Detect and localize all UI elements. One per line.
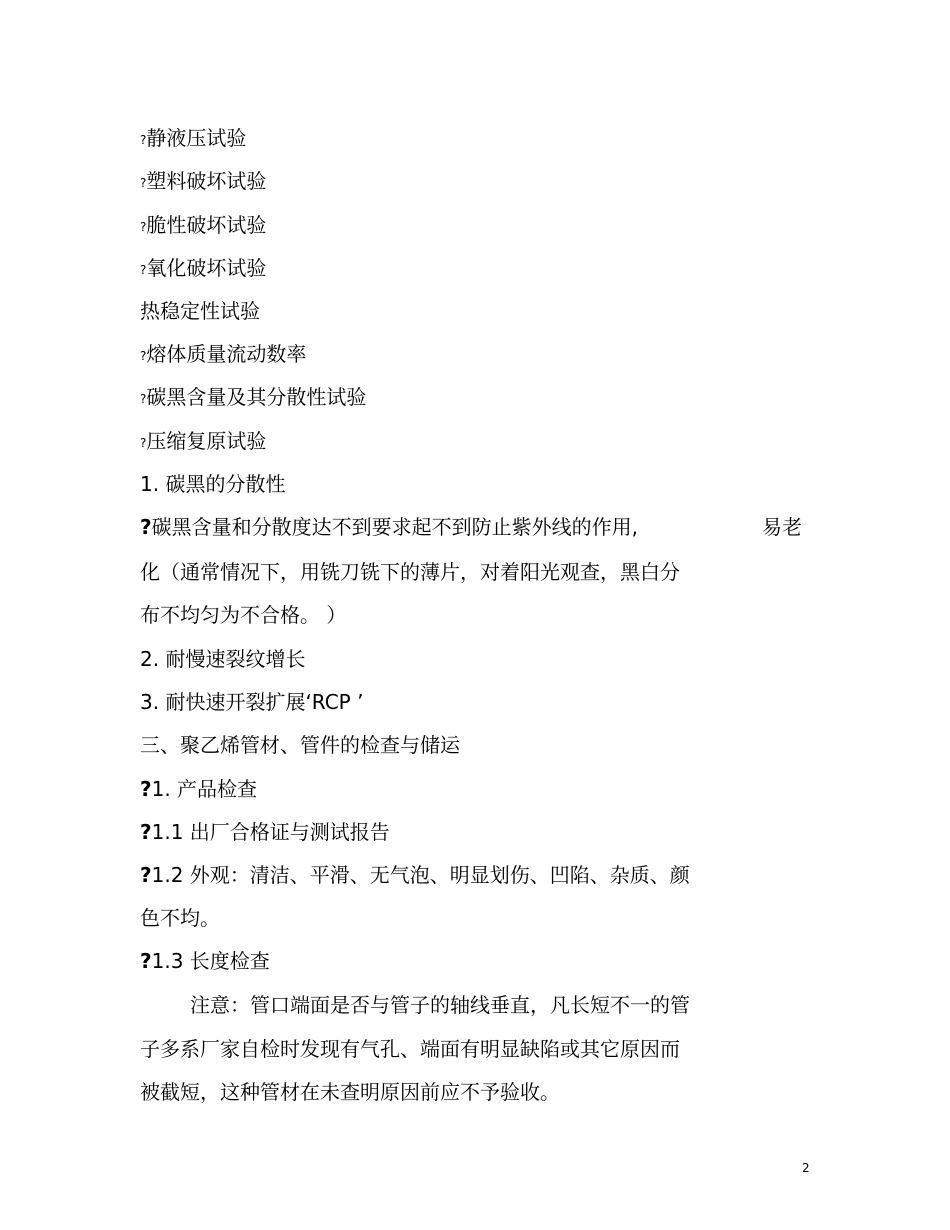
missing-glyph-marker: ?	[140, 176, 147, 190]
missing-glyph-marker: ?	[140, 263, 147, 277]
section-heading-slow-crack: 2. 耐慢速裂纹增长	[140, 647, 306, 671]
missing-glyph-marker: ?	[140, 777, 152, 801]
text-line-6: ?熔体质量流动数率	[140, 342, 307, 366]
missing-glyph-marker: ?	[140, 220, 147, 234]
missing-glyph-marker: ?	[140, 133, 147, 147]
text-line-11: 化（通常情况下，用铣刀铣下的薄片，对着阳光观查，黑白分	[140, 560, 680, 584]
item-certificate: ?1.1 出厂合格证与测试报告	[140, 820, 390, 844]
note-paragraph-line-3: 被截短，这种管材在未查明原因前应不予验收。	[140, 1080, 560, 1104]
text-line-10-tail: 易老	[762, 515, 802, 539]
missing-glyph-marker: ?	[140, 436, 147, 450]
text-line-5: 热稳定性试验	[140, 299, 260, 323]
note-paragraph-line-2: 子多系厂家自检时发现有气孔、端面有明显缺陷或其它原因而	[140, 1037, 680, 1061]
item-length-check: ?1.3 长度检查	[140, 949, 270, 973]
section-heading-carbon-dispersion: 1. 碳黑的分散性	[140, 472, 286, 496]
text-line-8: ?压缩复原试验	[140, 429, 267, 453]
text-line-1: ?静液压试验	[140, 126, 247, 150]
text-line-12: 布不均匀为不合格。 ）	[140, 603, 347, 627]
text-line-10: ?碳黑含量和分散度达不到要求起不到防止紫外线的作用,	[140, 515, 638, 539]
page-number: 2	[802, 1161, 810, 1175]
item-appearance: ?1.2 外观：清洁、平滑、无气泡、明显划伤、凹陷、杂质、颜	[140, 863, 690, 887]
note-paragraph-line-1: 注意：管口端面是否与管子的轴线垂直，凡长短不一的管	[190, 993, 690, 1017]
missing-glyph-marker: ?	[140, 820, 152, 844]
missing-glyph-marker: ?	[140, 949, 152, 973]
section-heading-product-check: ?1. 产品检查	[140, 777, 258, 801]
missing-glyph-marker: ?	[140, 392, 147, 406]
missing-glyph-marker: ?	[140, 349, 147, 363]
section-heading-rcp: 3. 耐快速开裂扩展‘RCP ’	[140, 690, 364, 714]
text-line-20: 色不均。	[140, 906, 220, 930]
text-line-2: ?塑料破坏试验	[140, 169, 267, 193]
text-line-4: ?氧化破坏试验	[140, 256, 267, 280]
chapter-heading-inspection: 三、聚乙烯管材、管件的检查与储运	[140, 733, 460, 757]
missing-glyph-marker: ?	[140, 515, 152, 539]
missing-glyph-marker: ?	[140, 863, 152, 887]
text-line-7: ?碳黑含量及其分散性试验	[140, 385, 367, 409]
text-line-3: ?脆性破坏试验	[140, 213, 267, 237]
